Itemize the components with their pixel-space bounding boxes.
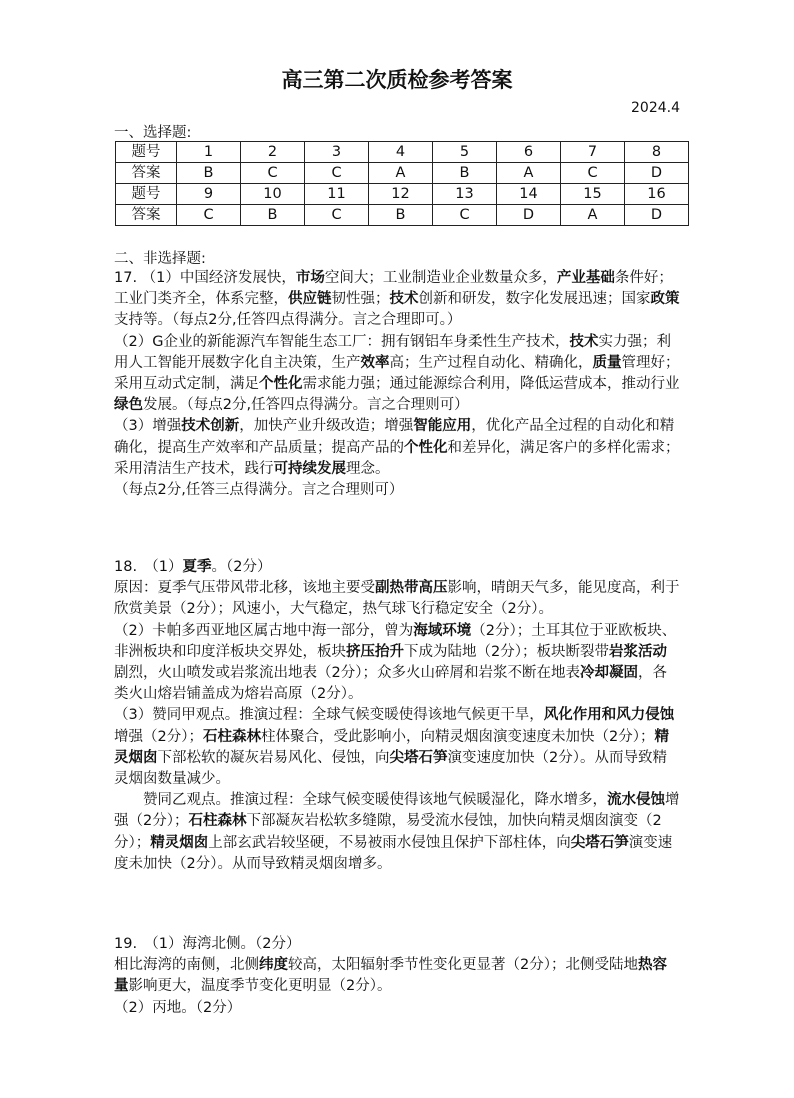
bold-keyword: 产业基础 [556, 270, 615, 286]
table-cell: 2 [241, 142, 305, 163]
text-segment: 发展。（每点2分,任答四点得满分。言之合理则可） [143, 397, 469, 414]
text-segment: 剧烈，火山喷发或岩浆流出地表（2分）；众多火山碎屑和岩浆不断在地表 [114, 665, 580, 682]
table-cell: 5 [433, 142, 497, 163]
text-segment: 影响，晴朗天气多，能见度高，利于欣赏美景（2分）；风速小，大气稳定，热气球飞行稳定安全（2分）。 [114, 580, 680, 618]
table-cell: 15 [561, 184, 625, 205]
q18-part3-alt [114, 790, 680, 875]
text-segment: 17. （1）中国经济发展快， [114, 270, 296, 286]
table-row [116, 163, 689, 184]
text-segment: 创新和研发，数字化发展迅速；国家 [418, 291, 651, 308]
bold-keyword: 风化作用和风力侵蚀 [543, 707, 675, 724]
q18-reason [114, 578, 680, 620]
text-segment: 18. （1） [114, 559, 183, 575]
table-cell: D [497, 205, 561, 226]
text-segment: 原因：夏季气压带风带北移，该地主要受 [114, 580, 375, 597]
table-cell: B [433, 163, 497, 184]
bold-keyword: 尖塔石笋 [389, 749, 448, 766]
table-row [116, 142, 689, 163]
bold-keyword: 供应链 [288, 291, 332, 308]
table-cell: C [433, 205, 497, 226]
question-19 [114, 934, 680, 1019]
bold-keyword: 技术 [569, 333, 599, 350]
q18-part3 [114, 705, 680, 790]
table-cell: D [625, 205, 689, 226]
text-segment: 下部凝灰岩松软多缝隙，易受流水侵蚀，加快向精灵烟囱演变（2分）； [114, 813, 662, 851]
text-segment: 条件好；工业门类齐全，体系完整， [114, 270, 673, 308]
bold-keyword: 个性化 [259, 376, 303, 393]
text-segment: （2）卡帕多西亚地区属古地中海一部分，曾为 [114, 622, 414, 639]
section1-label: 一、选择题: [114, 125, 192, 141]
table-cell: C [561, 163, 625, 184]
text-segment: （3）赞同甲观点。推演过程：全球气候变暖使得该地气候更干旱， [114, 707, 544, 724]
text-segment: 需求能力强；通过能源综合利用，降低运营成本，推动行业 [302, 376, 680, 393]
text-segment: 赞同乙观点。推演过程：全球气候变暖使得该地气候暖湿化，降水增多， [114, 792, 607, 809]
table-cell: 3 [305, 142, 369, 163]
q18-part2 [114, 621, 680, 706]
text-segment: 增强（2分）； [114, 792, 680, 830]
bold-keyword: 冷却凝固 [579, 665, 638, 682]
bold-keyword: 智能应用 [413, 418, 472, 435]
table-cell: C [305, 205, 369, 226]
bold-keyword: 绿色 [114, 397, 143, 414]
answer-table [115, 141, 689, 226]
text-segment: 理念。 [346, 460, 390, 477]
table-cell: 1 [177, 142, 241, 163]
bold-keyword: 挤压抬升 [346, 643, 404, 660]
q17-part2 [114, 332, 680, 417]
page-title: 高三第二次质检参考答案 [281, 68, 513, 92]
row-header: 答案 [116, 205, 177, 226]
table-cell: 10 [241, 184, 305, 205]
bold-keyword: 可持续发展 [273, 460, 346, 477]
table-cell: C [305, 163, 369, 184]
table-row [116, 184, 689, 205]
q19-part1 [114, 934, 680, 955]
q19-part2 [114, 998, 680, 1019]
table-cell: C [241, 163, 305, 184]
bold-keyword: 流水侵蚀 [607, 792, 665, 809]
text-segment: 和差异化，满足客户的多样化需求；采用清洁生产技术，践行 [114, 439, 680, 477]
text-segment: ，加快产业升级改造；增强 [239, 418, 414, 435]
bold-keyword: 个性化 [404, 439, 448, 456]
bold-keyword: 岩浆活动 [608, 643, 667, 660]
text-segment: 相比海湾的南侧，北侧 [114, 957, 259, 974]
text-segment: 。（2分） [211, 559, 272, 575]
bold-keyword: 精灵烟囱 [114, 728, 669, 766]
text-segment: （2）G企业的新能源汽车智能生态工厂：拥有钢铝车身柔性生产技术， [114, 333, 570, 350]
table-cell: 13 [433, 184, 497, 205]
text-segment: 演变速度未加快（2分）。从而导致精灵烟囱增多。 [114, 834, 673, 872]
table-cell: 16 [625, 184, 689, 205]
text-segment: （2分）；土耳其位于亚欧板块、非洲板块和印度洋板块交界处，板块 [114, 622, 677, 660]
table-cell: B [369, 205, 433, 226]
text-segment: 上部玄武岩较坚硬，不易被雨水侵蚀且保护下部柱体，向 [208, 834, 571, 851]
table-cell: 7 [561, 142, 625, 163]
q17-part4 [114, 480, 680, 501]
text-segment: ，各类火山熔岩铺盖成为熔岩高原（2分）。 [114, 665, 667, 703]
text-segment: 管理好；采用互动式定制，满足 [114, 354, 680, 393]
text-segment: 增强（2分）； [114, 728, 203, 745]
bold-keyword: 尖塔石笋 [570, 834, 629, 851]
bold-keyword: 副热带高压 [375, 580, 448, 597]
text-segment: 支持等。（每点2分,任答四点得满分。言之合理即可。） [114, 312, 462, 329]
bold-keyword: 技术 [389, 291, 419, 308]
text-segment: （2）丙地。（2分） [114, 999, 242, 1016]
text-segment: 较高，太阳辐射季节性变化更显著（2分）；北侧受陆地 [288, 957, 638, 974]
bold-keyword: 技术创新 [181, 418, 240, 435]
row-header: 答案 [116, 163, 177, 184]
text-segment: 下成为陆地（2分）；板块断裂带 [404, 643, 609, 660]
text-segment: 韧性强； [331, 291, 390, 308]
question-17 [114, 268, 680, 501]
table-cell: 11 [305, 184, 369, 205]
text-segment: ，优化产品全过程的自动化和精确化，提高生产效率和产品质量；提高产品的 [114, 418, 675, 456]
text-segment: 演变速度加快（2分）。从而导致精灵烟囱数量减少。 [114, 749, 667, 788]
bold-keyword: 市场 [295, 270, 325, 286]
table-cell: C [177, 205, 241, 226]
text-segment: 实力强；利用人工智能开展数字化自主决策，生产 [114, 333, 671, 371]
bold-keyword: 石柱森林 [202, 728, 261, 745]
text-segment: 影响更大，温度季节变化更明显（2分）。 [128, 978, 392, 995]
text-segment: 下部松软的凝灰岩易风化、侵蚀，向 [157, 749, 390, 766]
table-cell: 6 [497, 142, 561, 163]
bold-keyword: 效率 [360, 354, 390, 371]
table-row [116, 205, 689, 226]
q17-part1 [114, 268, 680, 332]
bold-keyword: 政策 [650, 291, 680, 308]
q19-reason [114, 955, 680, 997]
bold-keyword: 热容量 [114, 957, 667, 995]
text-segment: 高；生产过程自动化、精确化， [389, 354, 593, 371]
bold-keyword: 精灵烟囱 [150, 834, 209, 851]
section2-label: 二、非选择题: [114, 251, 206, 267]
q17-part3 [114, 416, 680, 480]
bold-keyword: 夏季 [182, 559, 212, 575]
table-cell: 12 [369, 184, 433, 205]
table-cell: D [625, 163, 689, 184]
table-cell: 14 [497, 184, 561, 205]
table-cell: 4 [369, 142, 433, 163]
table-cell: B [177, 163, 241, 184]
bold-keyword: 质量 [592, 354, 622, 371]
date: 2024.4 [631, 100, 680, 116]
text-segment: （3）增强 [114, 418, 182, 435]
table-cell: A [497, 163, 561, 184]
question-18 [114, 557, 680, 875]
q18-part1 [114, 557, 680, 578]
table-cell: A [561, 205, 625, 226]
table-cell: A [369, 163, 433, 184]
bold-keyword: 石柱森林 [188, 813, 247, 830]
table-cell: 9 [177, 184, 241, 205]
text-segment: （每点2分,任答三点得满分。言之合理则可） [114, 482, 404, 499]
bold-keyword: 海域环境 [413, 622, 472, 639]
text-segment: 空间大；工业制造业企业数量众多， [324, 270, 557, 286]
text-segment: 柱体聚合，受此影响小，向精灵烟囱演变速度未加快（2分）； [260, 728, 655, 745]
row-header: 题号 [116, 184, 177, 205]
table-cell: 8 [625, 142, 689, 163]
table-cell: B [241, 205, 305, 226]
row-header: 题号 [116, 142, 177, 163]
bold-keyword: 纬度 [259, 957, 288, 974]
text-segment: 19. （1）海湾北侧。（2分） [114, 936, 301, 952]
